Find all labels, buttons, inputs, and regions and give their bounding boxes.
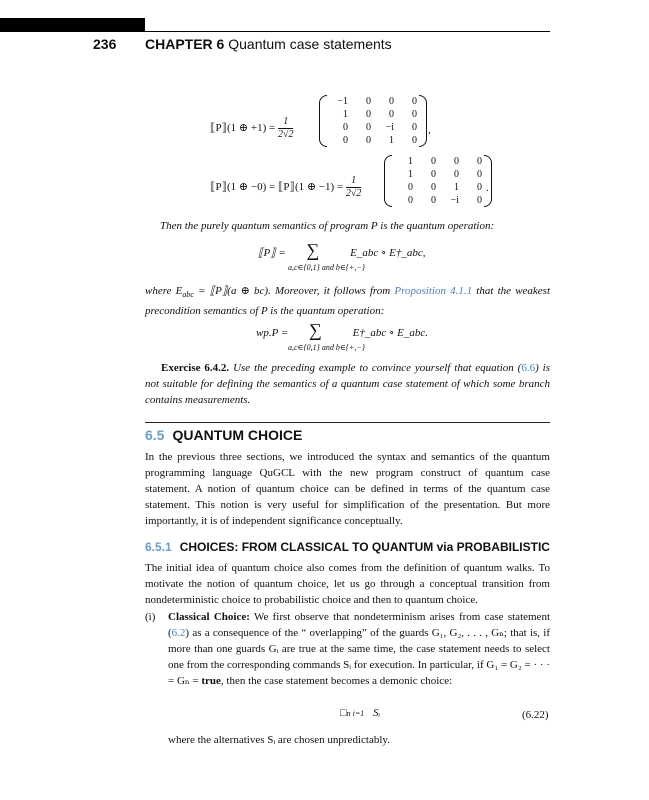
eq4-range: a,c∈{0,1} and b∈{+,−}: [288, 343, 365, 352]
matrix-cell: 0: [477, 169, 482, 180]
matrix-cell: 0: [389, 96, 394, 107]
matrix-cell: 1: [408, 156, 413, 167]
matrix-cell: 0: [454, 156, 459, 167]
subsection-heading: 6.5.1 CHOICES: FROM CLASSICAL TO QUANTUM via PROBABILISTIC: [145, 540, 550, 554]
matrix-cell: 0: [412, 122, 417, 133]
chapter-label: CHAPTER 6: [145, 36, 225, 52]
paragraph-quantum-choice-intro: In the previous three sections, we introduced the syntax and semantics of the quantum programming language QuGCL with the new program construct of quantum case statement. A notion of quantum choice can be defined in terms of the quantum case statement. This notion is very useful for simplification of the presentation. But more importantly, it is of independent significance conceptually.: [145, 451, 550, 527]
matrix-cell: 0: [343, 122, 348, 133]
page-number: 236: [93, 36, 117, 52]
equation-6-22: □n i=1 Sᵢ: [340, 707, 381, 719]
matrix-cell: 0: [431, 169, 436, 180]
section-heading: 6.5 QUANTUM CHOICE: [145, 427, 303, 443]
matrix-cell: 0: [366, 109, 371, 120]
matrix-cell: 0: [477, 182, 482, 193]
matrix-cell: 0: [431, 182, 436, 193]
eq1-lhs: ⟦P⟧(1 ⊕ +1) =: [210, 122, 276, 135]
box-symbol: □: [340, 707, 347, 719]
matrix-cell: 0: [412, 109, 417, 120]
equation-1: [210, 116, 293, 141]
eq2-lhs: ⟦P⟧(1 ⊕ −0) = ⟦P⟧(1 ⊕ −1) =: [210, 181, 344, 194]
equation-3: ⟦P⟧ = ∑ E_abc ∘ E†_abc,: [258, 240, 426, 260]
equation-ref-6-6[interactable]: 6.6: [521, 362, 536, 374]
equation-4: wp.P = ∑ E†_abc ∘ E_abc.: [256, 320, 428, 340]
eq2-matrix: [392, 155, 484, 207]
matrix-cell: 0: [366, 135, 371, 146]
matrix-cell: 0: [477, 156, 482, 167]
equation-ref-6-2[interactable]: 6.2: [171, 627, 186, 639]
header-rule: [145, 31, 550, 32]
text-weakest-precondition: where $E_{abc}$ = ⟦P⟧(a ⊕ bc). Moreover, it follows from Proposition 4.1.1 that the weakest precondition semantics of P is the quantum operation:: [145, 285, 551, 318]
matrix-cell: 0: [366, 96, 371, 107]
paragraph-initial-idea: The initial idea of quantum choice also comes from the definition of quantum walks. To motivate the notion of quantum choice, let us go through a conceptual transition from nondeterministic choice to probabilistic choice and then to quantum choice.: [145, 562, 550, 606]
matrix-cell: 1: [408, 169, 413, 180]
eq3-range: a,c∈{0,1} and b∈{+,−}: [288, 263, 365, 272]
eq2-fraction: $\frac{1}{2√2}$: [345, 175, 362, 199]
matrix-cell: 0: [431, 195, 436, 206]
text-alternatives: where the alternatives Sᵢ are chosen unpredictably.: [168, 734, 390, 746]
item-classical-choice: Classical Choice: We first observe that nondeterminism arises from case statement (6.2) as a consequence of the “ overlapping” of the guards G₁, G₂, . . . , Gₙ; that is, if more than one guards Gᵢ are true at the same time, the case statement needs to select one from the corresponding commands Sᵢ for execution. In particular, if G₁ = G₂ = · · · = Gₙ = true, then the case statement becomes a demonic choice:: [168, 611, 550, 687]
matrix-cell: 1: [343, 109, 348, 120]
matrix-cell: 0: [343, 135, 348, 146]
matrix-cell: 0: [408, 195, 413, 206]
matrix-cell: −i: [385, 122, 394, 133]
equation-label-6-22: (6.22): [522, 709, 549, 721]
matrix-cell: 0: [389, 109, 394, 120]
matrix-cell: 0: [366, 122, 371, 133]
summation-symbol: ∑: [306, 240, 320, 260]
matrix-cell: 0: [454, 169, 459, 180]
section-rule: [145, 422, 550, 423]
matrix-cell: −i: [450, 195, 459, 206]
exercise-6-4-2: Exercise 6.4.2. Use the preceding example to convince yourself that equation (6.6) is not suitable for defining the semantics of a quantum case statement of which some branch contains measurements.: [145, 362, 550, 406]
summation-symbol: ∑: [309, 320, 322, 340]
matrix-cell: 0: [431, 156, 436, 167]
item-i-label: (i): [145, 611, 156, 623]
exercise-label: Exercise 6.4.2.: [161, 362, 230, 374]
chapter-title: Quantum case statements: [228, 36, 392, 52]
matrix-cell: 1: [454, 182, 459, 193]
matrix-cell: 0: [408, 182, 413, 193]
text-quantum-semantics: Then the purely quantum semantics of program P is the quantum operation:: [160, 220, 495, 232]
eq2-trail: .: [486, 182, 489, 194]
eq1-fraction: $\frac{1}{2√2}$: [277, 116, 294, 140]
matrix-cell: −1: [337, 96, 348, 107]
eq1-matrix: [327, 95, 419, 147]
eq1-trail: ,: [428, 124, 431, 136]
matrix-cell: 0: [477, 195, 482, 206]
matrix-cell: 0: [412, 96, 417, 107]
running-header: [93, 36, 392, 52]
equation-2: [210, 175, 361, 200]
matrix-cell: 0: [412, 135, 417, 146]
matrix-cell: 1: [389, 135, 394, 146]
header-black-bar: [0, 18, 145, 32]
proposition-link[interactable]: Proposition 4.1.1: [394, 285, 473, 297]
